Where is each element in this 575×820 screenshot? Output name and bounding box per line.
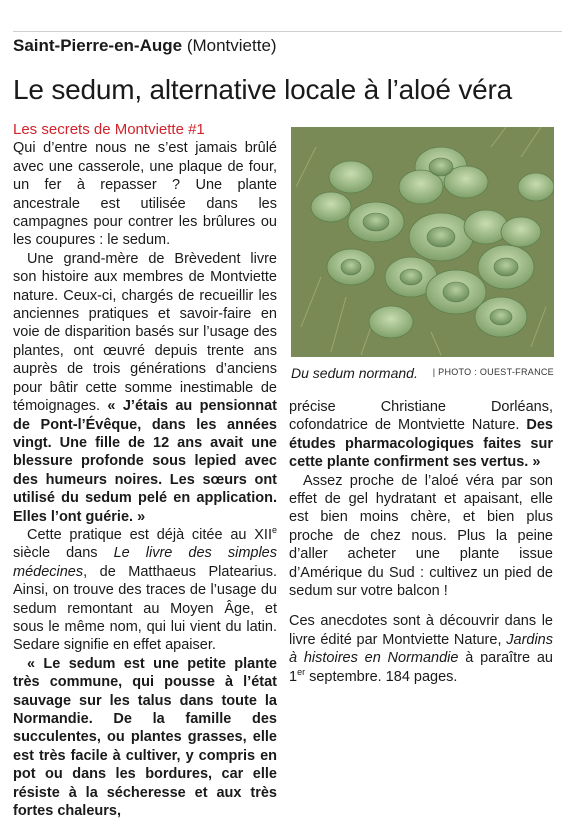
paragraph-history xyxy=(13,526,277,655)
quote-end: Des études pharmacologiques faites sur cette plante confirment ses vertus. » xyxy=(289,417,553,471)
history-text-3: , de Matthaeus Platearius. Ainsi, on trouve des traces de l’usage du sedum remontant au Moyen Âge, et sous le même nom, qui lui vient du latin. Sedare signifie en effet apaiser. xyxy=(13,563,277,654)
article-column-1 xyxy=(13,121,277,820)
testimony-text: Une grand-mère de Brèvedent livre son histoire aux membres de Montviette nature. Ceux-ci, chargés de recueillir les anciennes pratiques et savoir-faire en voie de disparition basés sur l’usage des plantes, ont œuvré depuis trente ans auprès de trois générations d’anciens pour bâtir cette somme inestimable de témoignages. xyxy=(13,250,277,415)
sedum-plant-image xyxy=(291,127,554,357)
paragraph-gap xyxy=(289,600,553,612)
paragraph-book xyxy=(289,612,553,686)
history-text: Cette pratique est déjà citée au XII xyxy=(27,526,272,543)
testimony-quote: « J’étais au pensionnat de Pont-l’Évêque, dans les années vingt. Une fille de 12 ans avait une blessure profonde sous lepied avec des humeurs noires. Les sœurs ont utilisé du sedum pelé en application. Elles l’ont guérie. » xyxy=(13,398,277,525)
series-title: Les secrets de Montviette #1 xyxy=(13,121,205,138)
article-column-2 xyxy=(289,398,553,686)
photo-credit: | PHOTO : OUEST-FRANCE xyxy=(432,367,554,377)
paragraph-comparison: Assez proche de l’aloé véra par son effet de gel hydratant et apaisant, elle est bien moins chère, et bien plus proche de chez nous. Plus la peine d’aller acheter une plante issue d’Amérique du Sud : cultivez un pied de sedum sur votre balcon ! xyxy=(289,472,553,600)
sedum-photo xyxy=(291,127,554,357)
town-kicker xyxy=(13,35,277,57)
book-text: Ces anecdotes sont à découvrir dans le livre édité par Montviette Nature, xyxy=(289,613,553,648)
date-superscript: er xyxy=(297,666,306,677)
top-rule xyxy=(13,31,562,32)
quote-attribution: précise Christiane Dorléans, cofondatrice de Montviette Nature. xyxy=(289,399,553,434)
town-name: Saint-Pierre-en-Auge xyxy=(13,36,183,55)
paragraph-quote-continued xyxy=(289,398,553,472)
book-name: Jardins à histoires en Normandie xyxy=(289,631,553,667)
paragraph-intro: Qui d’entre nous ne s’est jamais brûlé avec une casserole, une plaque de four, un fer à repasser ? Une plante ancestrale est utilisée dans les campagnes pour contrer les brûlures ou les coupures : le sedum. xyxy=(13,140,277,249)
history-text-2: siècle dans xyxy=(13,545,114,562)
book-text-3: septembre. 184 pages. xyxy=(305,668,458,685)
town-area: (Montviette) xyxy=(186,36,277,55)
headline: Le sedum, alternative locale à l’aloé véra xyxy=(13,74,513,105)
book-title: Le livre des simples médecines xyxy=(13,545,277,580)
caption-text: Du sedum normand. xyxy=(291,365,418,381)
photo-caption xyxy=(291,365,554,383)
book-text-2: à paraître au 1 xyxy=(289,650,553,685)
paragraph-testimony xyxy=(13,250,277,526)
paragraph-quote: « Le sedum est une petite plante très commune, qui pousse à l’état sauvage sur les talus dans toute la Normandie. De la famille des succulentes, ou plantes grasses, elle est très facile à cultiver, y compris en pot ou dans les bordures, car elle résiste à la sécheresse et aux très fortes chaleurs, xyxy=(13,655,277,820)
century-superscript: e xyxy=(271,525,277,536)
